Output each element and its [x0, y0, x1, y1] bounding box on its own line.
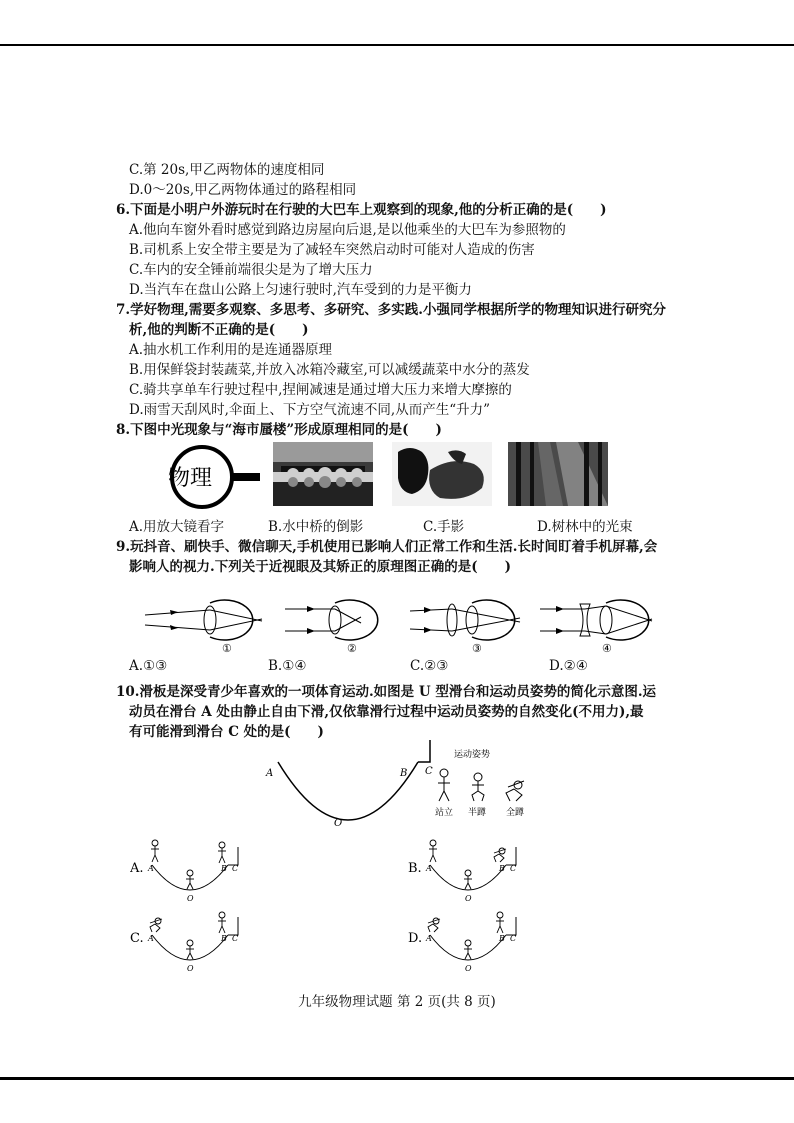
q8-option-c: C.手影 [423, 519, 465, 535]
q10-option-a-diagram [130, 835, 260, 905]
point-o-label: O [465, 964, 472, 973]
question-9-stem-line1: 9.玩抖音、刷快手、微信聊天,手机使用已影响人们正常工作和生活.长时间盯着手机屏幕,会 [116, 539, 658, 555]
point-a-label: A [148, 864, 154, 873]
q7-option-b: B.用保鲜袋封装蔬菜,并放入冰箱冷藏室,可以减缓蔬菜中水分的蒸发 [129, 362, 530, 378]
q6-option-c: C.车内的安全锤前端很尖是为了增大压力 [129, 262, 373, 278]
q10-option-b-diagram [408, 835, 538, 905]
eye-diagram-4 [540, 585, 660, 655]
question-10-stem-line2: 动员在滑台 A 处由静止自由下滑,仅依靠滑行过程中运动员姿势的自然变化(不用力),最 [129, 704, 644, 720]
eye-diagram-label: ① [222, 642, 232, 655]
point-b-label: B [221, 864, 227, 873]
q6-option-b: B.司机系上安全带主要是为了减轻车突然启动时可能对人造成的伤害 [129, 242, 535, 258]
point-o-label: O [334, 818, 343, 829]
point-o-label: O [465, 894, 472, 903]
eye-diagram-2 [285, 585, 395, 655]
eye-diagram-label: ③ [472, 642, 482, 655]
q9-option-d: D.②④ [549, 658, 588, 674]
option-letter: B. [408, 861, 422, 876]
posture-label-full-squat: 全蹲 [506, 808, 525, 818]
q7-option-d: D.雨雪天刮风时,伞面上、下方空气流速不同,从而产生“升力” [129, 402, 491, 418]
q10-option-d-diagram [408, 905, 538, 975]
q7-option-a: A.抽水机工作利用的是连通器原理 [129, 342, 333, 358]
magnifier-text: 物理 [168, 466, 213, 491]
q8-option-b: B.水中桥的倒影 [268, 519, 364, 535]
point-c-label: C [232, 934, 239, 943]
top-rule [0, 44, 794, 46]
magnifier-figure [160, 445, 265, 510]
point-c-label: C [232, 864, 239, 873]
point-o-label: O [187, 894, 194, 903]
point-c-label: C [510, 864, 517, 873]
question-7-stem-line1: 7.学好物理,需要多观察、多思考、多研究、多实践.小强同学根据所学的物理知识进行研究分 [116, 302, 666, 318]
q10-option-c-diagram [130, 905, 260, 975]
option-letter: C. [130, 931, 144, 946]
q8-option-a: A.用放大镜看字 [129, 519, 225, 535]
bridge-reflection-photo [273, 442, 373, 506]
point-o-label: O [187, 964, 194, 973]
q7-option-c: C.骑共享单车行驶过程中,捏闸减速是通过增大压力来增大摩擦的 [129, 382, 512, 398]
question-7-stem-line2: 析,他的判断不正确的是( ) [129, 322, 309, 338]
point-b-label: B [499, 864, 505, 873]
point-b-label: B [499, 934, 505, 943]
q5-option-c: C.第 20s,甲乙两物体的速度相同 [129, 162, 325, 178]
posture-label-standing: 站立 [435, 808, 454, 818]
point-c-label: C [510, 934, 517, 943]
q9-option-c: C.②③ [410, 658, 449, 674]
point-c-label: C [425, 766, 433, 777]
forest-light-beam-photo [508, 442, 608, 506]
q6-option-d: D.当汽车在盘山公路上匀速行驶时,汽车受到的力是平衡力 [129, 282, 472, 298]
q5-option-d: D.0～20s,甲乙两物体通过的路程相同 [129, 182, 357, 198]
hand-shadow-photo [392, 442, 492, 506]
option-letter: D. [408, 931, 423, 946]
q9-option-a: A.①③ [129, 658, 168, 674]
q8-option-d: D.树林中的光束 [537, 519, 633, 535]
question-8-stem: 8.下图中光现象与“海市蜃楼”形成原理相同的是( ) [116, 422, 442, 438]
eye-diagram-label: ④ [602, 642, 612, 655]
eye-diagram-1 [140, 585, 270, 655]
question-9-stem-line2: 影响人的视力.下列关于近视眼及其矫正的原理图正确的是( ) [129, 559, 511, 575]
point-a-label: A [426, 934, 432, 943]
point-b-label: B [221, 934, 227, 943]
question-6-stem: 6.下面是小明户外游玩时在行驶的大巴车上观察到的现象,他的分析正确的是( ) [116, 202, 607, 218]
point-a-label: A [426, 864, 432, 873]
option-letter: A. [130, 861, 144, 876]
legend-title: 运动姿势 [454, 750, 491, 760]
point-a-label: A [266, 768, 274, 779]
bottom-rule [0, 1077, 794, 1080]
point-b-label: B [400, 768, 408, 779]
posture-label-half-squat: 半蹲 [468, 808, 487, 818]
point-a-label: A [148, 934, 154, 943]
u-ramp-diagram [258, 738, 458, 830]
question-10-stem-line3: 有可能滑到滑台 C 处的是( ) [129, 724, 324, 740]
page-footer: 九年级物理试题 第 2 页(共 8 页) [298, 994, 496, 1010]
posture-legend [430, 745, 540, 820]
eye-diagram-3 [410, 585, 525, 655]
eye-diagram-label: ② [347, 642, 357, 655]
q9-option-b: B.①④ [268, 658, 307, 674]
q6-option-a: A.他向车窗外看时感觉到路边房屋向后退,是以他乘坐的大巴车为参照物的 [129, 222, 566, 238]
question-10-stem-line1: 10.滑板是深受青少年喜欢的一项体育运动.如图是 U 型滑台和运动员姿势的简化示意图.运 [116, 684, 657, 700]
